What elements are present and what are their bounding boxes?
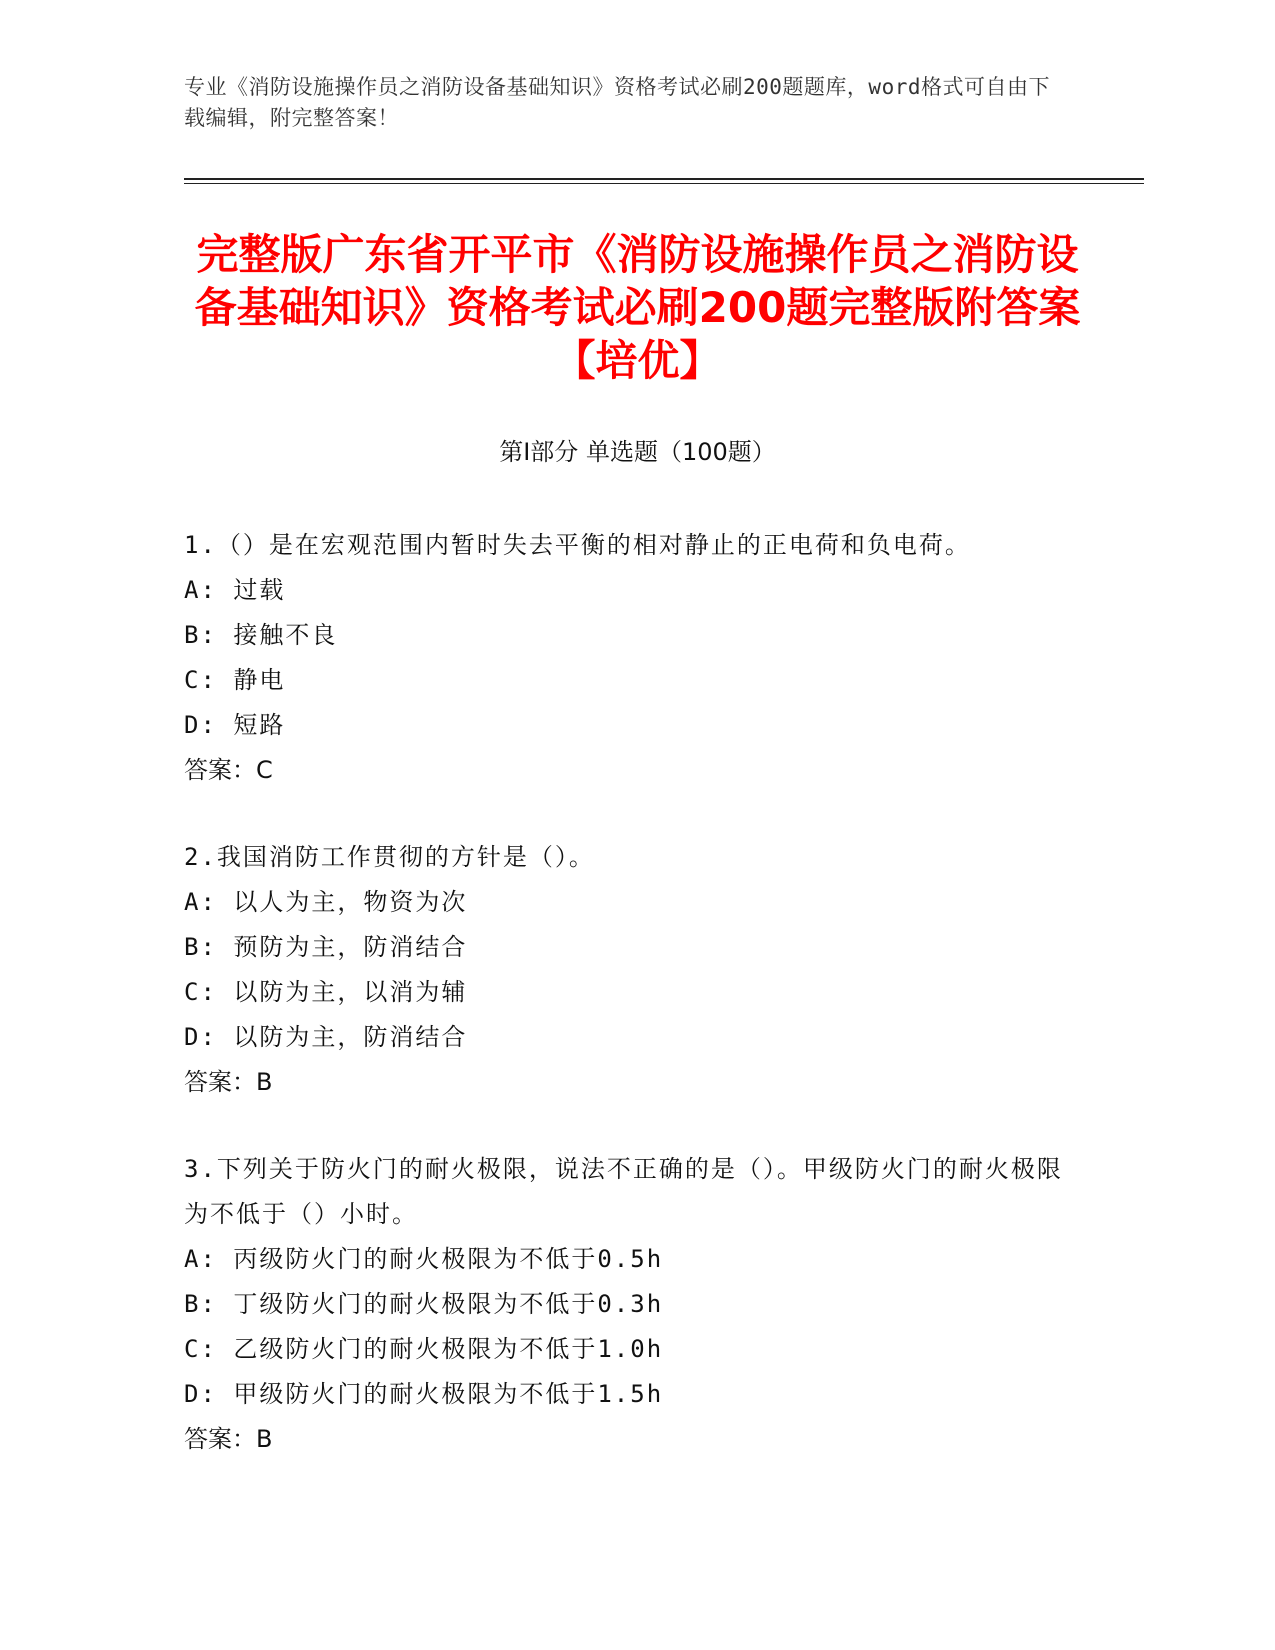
header-divider <box>184 178 1144 180</box>
question-stem: 1.（）是在宏观范围内暂时失去平衡的相对静止的正电荷和负电荷。 <box>184 531 971 559</box>
option-a: A: 过载 <box>184 576 286 604</box>
document-title: 完整版广东省开平市《消防设施操作员之消防设备基础知识》资格考试必刷200题完整版附答案【培优】 <box>194 230 1081 385</box>
option-b: B: 预防为主，防消结合 <box>184 933 468 961</box>
answer: 答案：B <box>184 1425 273 1453</box>
question-1 <box>184 523 1064 793</box>
option-d: D: 甲级防火门的耐火极限为不低于1.5h <box>184 1380 664 1408</box>
option-a: A: 丙级防火门的耐火极限为不低于0.5h <box>184 1245 664 1273</box>
option-c: C: 静电 <box>184 666 286 694</box>
question-2 <box>184 835 1064 1105</box>
option-c: C: 以防为主，以消为辅 <box>184 978 468 1006</box>
answer: 答案：C <box>184 756 273 784</box>
option-d: D: 短路 <box>184 711 286 739</box>
option-b: B: 接触不良 <box>184 621 338 649</box>
option-b: B: 丁级防火门的耐火极限为不低于0.3h <box>184 1290 664 1318</box>
section-heading: 第I部分 单选题（100题） <box>499 438 776 466</box>
question-list <box>184 523 1064 1504</box>
option-d: D: 以防为主，防消结合 <box>184 1023 468 1051</box>
answer: 答案：B <box>184 1068 273 1096</box>
question-3 <box>184 1147 1064 1462</box>
header-note: 专业《消防设施操作员之消防设备基础知识》资格考试必刷200题题库，word格式可自由下载编辑，附完整答案！ <box>184 75 1050 130</box>
question-stem: 2.我国消防工作贯彻的方针是（）。 <box>184 843 595 871</box>
header-divider-thin <box>184 183 1144 184</box>
option-c: C: 乙级防火门的耐火极限为不低于1.0h <box>184 1335 664 1363</box>
question-stem: 3.下列关于防火门的耐火极限，说法不正确的是（）。甲级防火门的耐火极限为不低于（）小时。 <box>184 1155 1063 1228</box>
option-a: A: 以人为主，物资为次 <box>184 888 468 916</box>
